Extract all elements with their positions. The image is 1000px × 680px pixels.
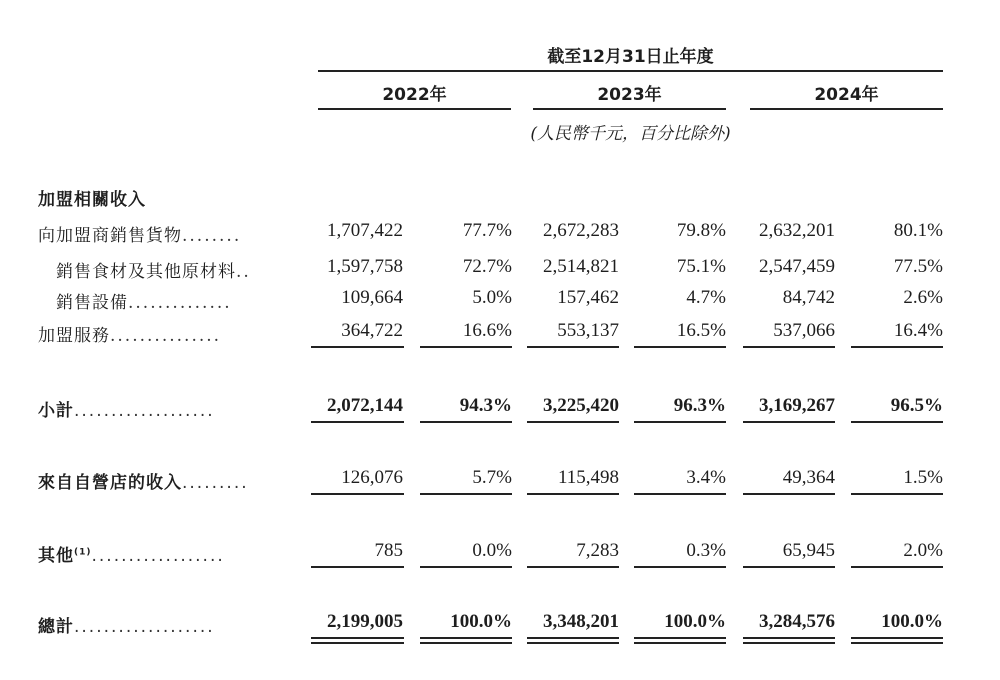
total-double-rule — [527, 642, 619, 644]
cell-2023-percent: 79.8% — [676, 220, 726, 241]
row-label — [38, 612, 215, 637]
total-double-rule — [311, 642, 404, 644]
cell-2022-percent: 5.7% — [472, 467, 512, 488]
row-rule — [743, 566, 835, 568]
cell-2024-amount: 49,364 — [782, 467, 835, 488]
cell-2024-percent: 2.6% — [903, 287, 943, 308]
cell-2023-percent: 96.3% — [673, 395, 726, 416]
row-rule — [311, 566, 404, 568]
total-double-rule — [743, 637, 835, 639]
cell-2024-percent: 2.0% — [903, 540, 943, 561]
row-label-text: 總計 — [38, 617, 74, 637]
subtotal-rule — [527, 346, 619, 348]
cell-2023-percent: 100.0% — [664, 611, 726, 632]
leader-dots: .............. — [128, 293, 232, 313]
cell-2023-percent: 16.5% — [676, 320, 726, 341]
total-double-rule — [311, 637, 404, 639]
cell-2024-amount: 3,284,576 — [759, 611, 835, 632]
row-rule — [527, 566, 619, 568]
row-rule — [851, 566, 943, 568]
row-label — [38, 541, 225, 566]
cell-2022-percent: 100.0% — [450, 611, 512, 632]
cell-2024-percent: 80.1% — [893, 220, 943, 241]
cell-2022-amount: 785 — [374, 540, 403, 561]
subtotal-rule — [634, 346, 726, 348]
cell-2022-percent: 94.3% — [459, 395, 512, 416]
cell-2023-percent: 3.4% — [686, 467, 726, 488]
row-rule — [311, 493, 404, 495]
row-label — [56, 257, 251, 282]
cell-2022-percent: 0.0% — [472, 540, 512, 561]
row-label — [38, 321, 221, 346]
cell-2022-percent: 72.7% — [462, 256, 512, 277]
subtotal-bottom-rule — [527, 421, 619, 423]
cell-2022-percent: 16.6% — [462, 320, 512, 341]
row-label — [56, 288, 232, 313]
subtotal-rule — [743, 346, 835, 348]
cell-2023-percent: 4.7% — [686, 287, 726, 308]
total-double-rule — [743, 642, 835, 644]
row-label-text: 其他 — [38, 546, 74, 566]
row-label-text: 小計 — [38, 401, 74, 421]
cell-2022-percent: 77.7% — [462, 220, 512, 241]
year-rule-2022 — [318, 108, 511, 110]
leader-dots: ............... — [110, 326, 222, 346]
footnote-marker: (1) — [74, 547, 92, 558]
cell-2023-amount: 157,462 — [557, 287, 619, 308]
cell-2022-amount: 109,664 — [341, 287, 403, 308]
row-rule — [634, 493, 726, 495]
row-label — [38, 396, 215, 421]
cell-2024-amount: 2,632,201 — [759, 220, 835, 241]
cell-2023-percent: 75.1% — [676, 256, 726, 277]
row-label-text: 加盟服務 — [38, 326, 110, 346]
row-label — [38, 221, 241, 246]
subtotal-bottom-rule — [851, 421, 943, 423]
year-rule-2023 — [533, 108, 726, 110]
cell-2022-amount: 1,597,758 — [327, 256, 403, 277]
subtotal-rule — [311, 346, 404, 348]
period-rule — [318, 70, 943, 72]
cell-2022-amount: 2,072,144 — [327, 395, 403, 416]
cell-2024-percent: 1.5% — [903, 467, 943, 488]
leader-dots: ......... — [182, 473, 249, 493]
cell-2022-percent: 5.0% — [472, 287, 512, 308]
cell-2024-percent: 77.5% — [893, 256, 943, 277]
row-label — [38, 468, 249, 493]
total-double-rule — [634, 637, 726, 639]
cell-2024-amount: 537,066 — [773, 320, 835, 341]
leader-dots: .. — [236, 262, 251, 282]
cell-2023-amount: 3,225,420 — [543, 395, 619, 416]
cell-2024-percent: 96.5% — [890, 395, 943, 416]
year-header-2023: 2023年 — [597, 85, 662, 105]
total-double-rule — [420, 637, 512, 639]
year-header-2024: 2024年 — [814, 85, 879, 105]
total-double-rule — [851, 642, 943, 644]
cell-2023-amount: 115,498 — [557, 467, 619, 488]
period-header: 截至12月31日止年度 — [547, 47, 714, 67]
row-label-text: 銷售食材及其他原材料 — [56, 262, 236, 282]
cell-2024-amount: 3,169,267 — [759, 395, 835, 416]
row-rule — [420, 493, 512, 495]
cell-2023-percent: 0.3% — [686, 540, 726, 561]
total-double-rule — [634, 642, 726, 644]
row-rule — [527, 493, 619, 495]
subtotal-bottom-rule — [420, 421, 512, 423]
leader-dots: ................... — [74, 617, 215, 637]
cell-2024-percent: 100.0% — [881, 611, 943, 632]
cell-2024-amount: 2,547,459 — [759, 256, 835, 277]
year-header-2022: 2022年 — [382, 85, 447, 105]
total-double-rule — [851, 637, 943, 639]
cell-2024-percent: 16.4% — [893, 320, 943, 341]
cell-2023-amount: 2,514,821 — [543, 256, 619, 277]
subtotal-bottom-rule — [743, 421, 835, 423]
cell-2024-amount: 84,742 — [782, 287, 835, 308]
subtotal-bottom-rule — [311, 421, 404, 423]
row-rule — [851, 493, 943, 495]
cell-2023-amount: 7,283 — [576, 540, 619, 561]
leader-dots: .................. — [91, 546, 225, 566]
row-label-text: 銷售設備 — [56, 293, 128, 313]
row-label-text: 向加盟商銷售貨物 — [38, 226, 182, 246]
cell-2023-amount: 2,672,283 — [543, 220, 619, 241]
cell-2023-amount: 3,348,201 — [543, 611, 619, 632]
cell-2024-amount: 65,945 — [782, 540, 835, 561]
subtotal-rule — [851, 346, 943, 348]
row-rule — [743, 493, 835, 495]
subtotal-rule — [420, 346, 512, 348]
cell-2022-amount: 2,199,005 — [327, 611, 403, 632]
cell-2022-amount: 1,707,422 — [327, 220, 403, 241]
row-rule — [420, 566, 512, 568]
subtotal-bottom-rule — [634, 421, 726, 423]
year-rule-2024 — [750, 108, 943, 110]
row-rule — [634, 566, 726, 568]
cell-2023-amount: 553,137 — [557, 320, 619, 341]
leader-dots: ................... — [74, 401, 215, 421]
row-label-text: 來自自營店的收入 — [38, 473, 182, 493]
unit-note: (人民幣千元，百分比除外) — [530, 124, 731, 144]
cell-2022-amount: 126,076 — [341, 467, 403, 488]
cell-2022-amount: 364,722 — [341, 320, 403, 341]
section-franchise-revenue: 加盟相關收入 — [38, 190, 146, 210]
total-double-rule — [420, 642, 512, 644]
total-double-rule — [527, 637, 619, 639]
leader-dots: ........ — [182, 226, 242, 246]
